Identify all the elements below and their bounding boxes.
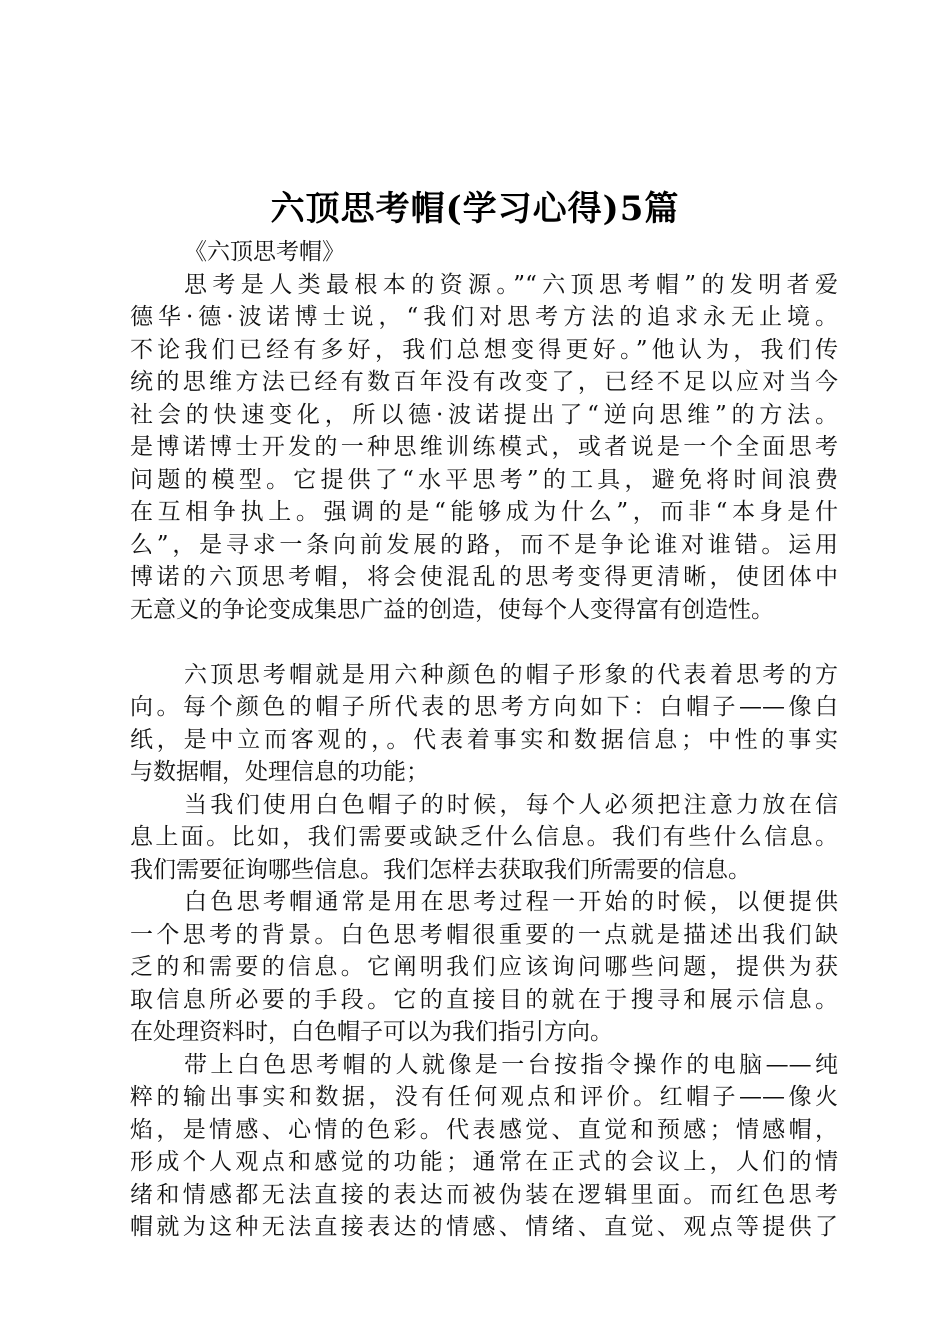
text-line: 当我们使用白色帽子的时候，每个人必须把注意力放在信 (184, 791, 838, 818)
text-line: 在互相争执上。强调的是“能够成为什么”，而非“本身是什 (130, 499, 838, 525)
text-line: 绪和情感都无法直接的表达而被伪装在逻辑里面。而红色思考 (130, 1181, 838, 1208)
document-body (130, 236, 838, 1244)
text-line: 焰，是情感、心情的色彩。代表感觉、直觉和预感；情感帽， (130, 1116, 838, 1143)
text-line: 德华·德·波诺博士说，“我们对思考方法的追求永无止境。 (130, 304, 838, 330)
text-line: 博诺的六顶思考帽，将会使混乱的思考变得更清晰，使团体中 (130, 564, 838, 590)
text-line: 思考是人类最根本的资源。”“六顶思考帽”的发明者爱 (184, 271, 838, 298)
text-line: 《六顶思考帽》 (184, 239, 345, 265)
text-line: 无意义的争论变成集思广益的创造，使每个人变得富有创造性。 (130, 596, 774, 623)
text-line: 粹的输出事实和数据，没有任何观点和评价。红帽子——像火 (130, 1084, 838, 1110)
text-line: 与数据帽，处理信息的功能； (130, 759, 429, 785)
text-line: 在处理资料时，白色帽子可以为我们指引方向。 (130, 1019, 613, 1045)
text-line: 是博诺博士开发的一种思维训练模式，或者说是一个全面思考 (130, 434, 838, 460)
text-line: 乏的和需要的信息。它阐明我们应该询问哪些问题，提供为获 (130, 954, 838, 980)
text-line: 统的思维方法已经有数百年没有改变了，已经不足以应对当今 (130, 369, 838, 395)
document-title: 六顶思考帽(学习心得)5篇 (270, 189, 680, 229)
text-line: 帽就为这种无法直接表达的情感、情绪、直觉、观点等提供了 (130, 1214, 838, 1240)
text-line: 取信息所必要的手段。它的直接目的就在于搜寻和展示信息。 (130, 986, 838, 1013)
text-line: 六顶思考帽就是用六种颜色的帽子形象的代表着思考的方 (184, 661, 838, 688)
text-line: 一个思考的背景。白色思考帽很重要的一点就是描述出我们缺 (130, 921, 838, 948)
text-line: 带上白色思考帽的人就像是一台按指令操作的电脑——纯 (184, 1051, 838, 1078)
text-line: 我们需要征询哪些信息。我们怎样去获取我们所需要的信息。 (130, 856, 751, 883)
text-line: 纸，是中立而客观的，。代表着事实和数据信息；中性的事实 (130, 726, 838, 753)
text-line: 形成个人观点和感觉的功能；通常在正式的会议上，人们的情 (130, 1149, 838, 1175)
text-line: 白色思考帽通常是用在思考过程一开始的时候，以便提供 (184, 889, 838, 915)
text-line: 问题的模型。它提供了“水平思考”的工具，避免将时间浪费 (130, 466, 838, 493)
blank-line (130, 626, 838, 659)
text-line: 么”，是寻求一条向前发展的路，而不是争论谁对谁错。运用 (130, 531, 838, 558)
text-line: 息上面。比如，我们需要或缺乏什么信息。我们有些什么信息。 (130, 824, 838, 850)
text-line: 社会的快速变化，所以德·波诺提出了“逆向思维”的方法。 (130, 401, 838, 428)
text-line: 不论我们已经有多好，我们总想变得更好。”他认为，我们传 (130, 336, 838, 363)
text-line: 向。每个颜色的帽子所代表的思考方向如下：白帽子——像白 (130, 694, 838, 720)
